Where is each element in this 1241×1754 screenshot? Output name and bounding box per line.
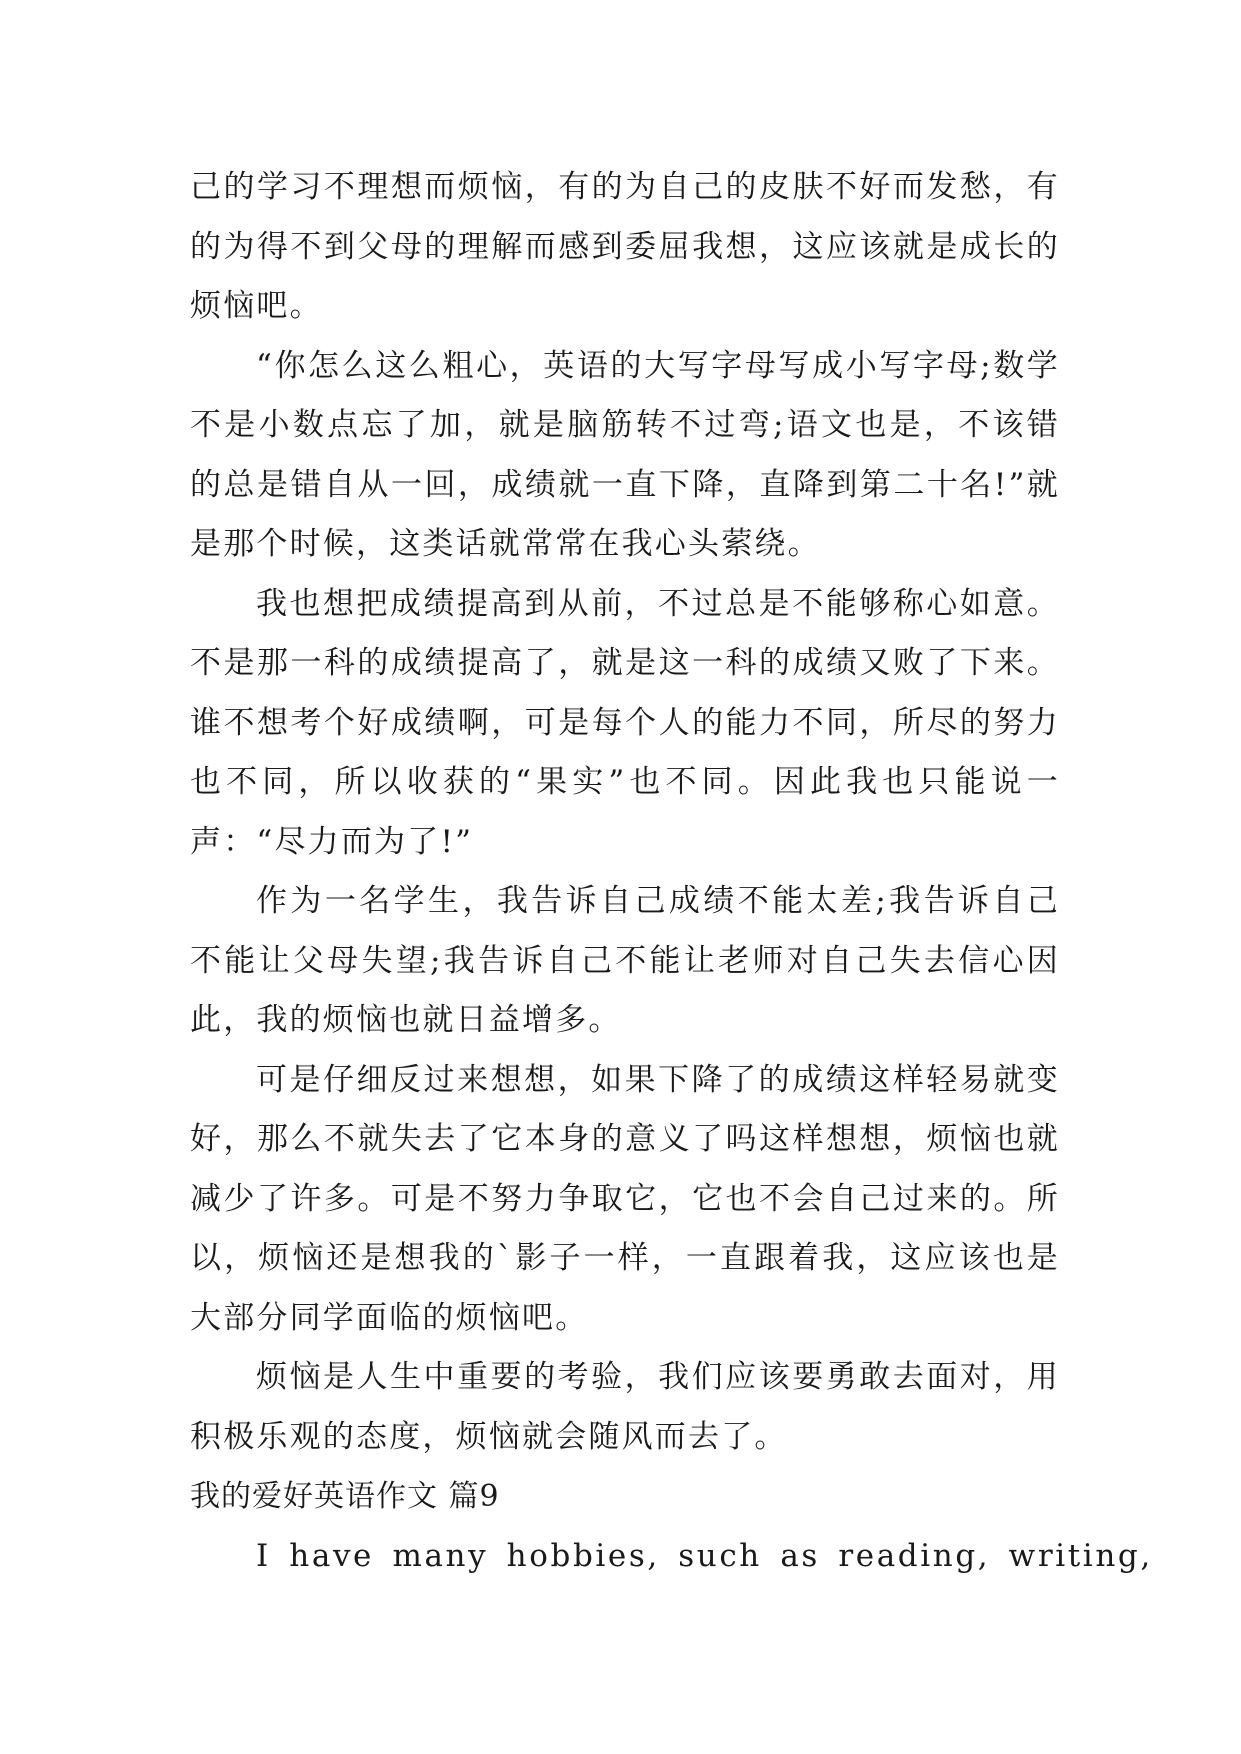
paragraph: 可是仔细反过来想想，如果下降了的成绩这样轻易就变好，那么不就失去了它本身的意义了吗这样想想，烦恼也就减少了许多。可是不努力争取它，它也不会自己过来的。所以，烦恼还是想我的`影子一样，一直跟着我，这应该也是大部分同学面临的烦恼吧。 — [190, 1061, 1060, 1336]
document-body — [190, 158, 1153, 1586]
paragraph: “你怎么这么粗心，英语的大写字母写成小写字母;数学不是小数点忘了加，就是脑筋转不过弯;语文也是，不该错的总是错自从一回，成绩就一直下降，直降到第二十名!”就是那个时候，这类话就常常在我心头萦绕。 — [190, 347, 1060, 562]
paragraph: 我也想把成绩提高到从前，不过总是不能够称心如意。不是那一科的成绩提高了，就是这一科的成绩又败了下来。谁不想考个好成绩啊，可是每个人的能力不同，所尽的努力也不同，所以收获的“果实”也不同。因此我也只能说一声：“尽力而为了!” — [190, 585, 1060, 860]
english-paragraph: I have many hobbies, such as reading, writing, — [256, 1537, 1153, 1574]
paragraph: 烦恼是人生中重要的考验，我们应该要勇敢去面对，用积极乐观的态度，烦恼就会随风而去了。 — [190, 1359, 1060, 1455]
paragraph: 己的学习不理想而烦恼，有的为自己的皮肤不好而发愁，有的为得不到父母的理解而感到委屈我想，这应该就是成长的烦恼吧。 — [190, 169, 1060, 324]
paragraph: 作为一名学生，我告诉自己成绩不能太差;我告诉自己不能让父母失望;我告诉自己不能让老师对自己失去信心因此，我的烦恼也就日益增多。 — [190, 883, 1060, 1038]
section-heading: 我的爱好英语作文 篇9 — [190, 1479, 500, 1514]
